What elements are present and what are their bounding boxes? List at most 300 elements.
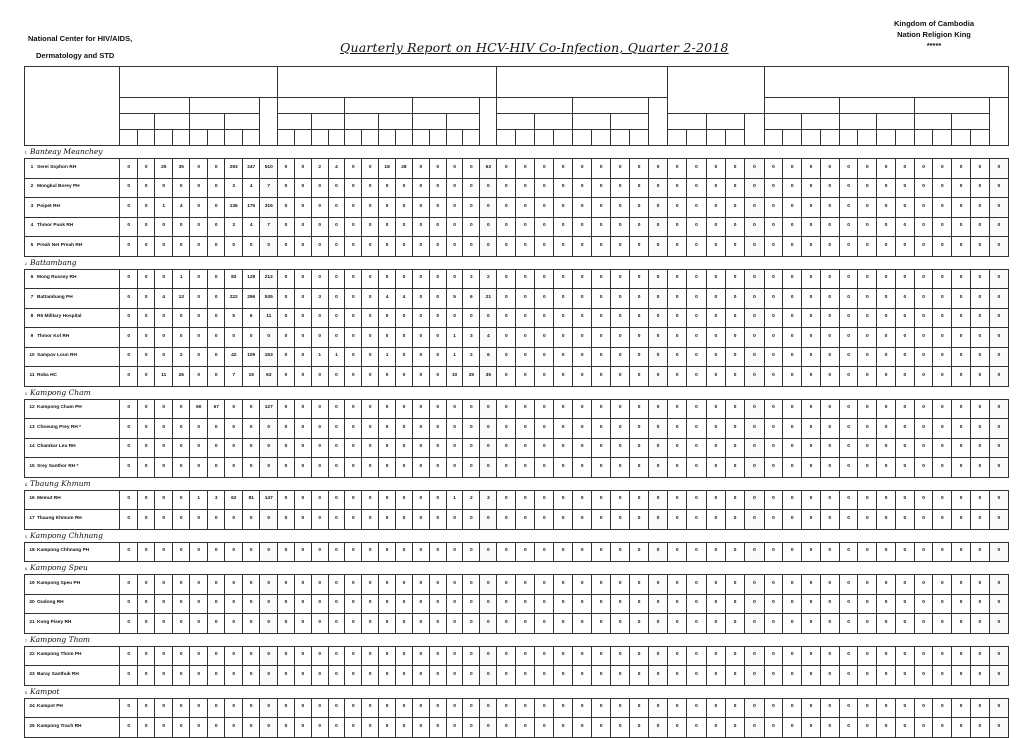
total-cell: 0 <box>480 419 497 439</box>
value-cell: 0 <box>592 237 611 257</box>
value-cell: 0 <box>190 575 208 595</box>
value-cell: 0 <box>446 159 463 179</box>
value-cell: 0 <box>155 510 173 530</box>
value-cell: 0 <box>328 399 345 419</box>
total-cell: 53 <box>480 159 497 179</box>
value-cell: 0 <box>725 490 744 510</box>
value-cell: 0 <box>706 347 725 367</box>
total-cell: 0 <box>989 347 1008 367</box>
total-cell: 0 <box>260 718 278 738</box>
value-cell: 0 <box>412 458 429 478</box>
value-cell: 0 <box>155 237 173 257</box>
site-number: 7 <box>30 294 34 300</box>
value-cell: 0 <box>971 269 990 289</box>
value-cell: 0 <box>207 458 225 478</box>
value-cell: 0 <box>971 308 990 328</box>
value-cell: 0 <box>858 614 877 634</box>
total-cell: 0 <box>745 159 764 179</box>
value-cell: 0 <box>497 217 516 237</box>
value-cell: 0 <box>895 308 914 328</box>
value-cell: 0 <box>207 419 225 439</box>
value-cell: 0 <box>225 666 243 686</box>
site-name: Kampong Chhnang PH <box>37 548 90 554</box>
value-cell: 0 <box>137 594 155 614</box>
value-cell: 0 <box>172 646 190 666</box>
value-cell: 0 <box>914 347 933 367</box>
value-cell: 0 <box>554 438 573 458</box>
value-cell: 0 <box>328 419 345 439</box>
value-cell: 0 <box>328 438 345 458</box>
total-cell: 0 <box>480 698 497 718</box>
value-cell: 0 <box>914 159 933 179</box>
value-cell: 0 <box>120 490 138 510</box>
total-cell: 6 <box>480 347 497 367</box>
value-cell: 0 <box>877 718 896 738</box>
value-cell: 0 <box>725 328 744 348</box>
province-number: 5 <box>24 533 28 539</box>
total-cell: 0 <box>989 510 1008 530</box>
value-cell: 0 <box>535 178 554 198</box>
value-cell: 0 <box>952 367 971 387</box>
value-cell: 0 <box>630 718 649 738</box>
value-cell: 0 <box>895 347 914 367</box>
site-number: 3 <box>30 203 34 209</box>
value-cell: 0 <box>877 419 896 439</box>
value-cell: 0 <box>278 269 295 289</box>
value-cell: 0 <box>379 458 396 478</box>
value-cell: 0 <box>554 614 573 634</box>
sex-age-header <box>207 130 225 146</box>
value-cell: 0 <box>497 367 516 387</box>
site-name: Tbaung Khmum RH <box>37 515 82 521</box>
value-cell: 0 <box>137 718 155 738</box>
value-cell: 0 <box>516 458 535 478</box>
value-cell: 0 <box>933 328 952 348</box>
total-cell: 0 <box>745 269 764 289</box>
value-cell: 0 <box>573 458 592 478</box>
value-cell: 0 <box>725 198 744 218</box>
sex-age-header <box>137 130 155 146</box>
site-number: 4 <box>30 223 34 229</box>
age-header <box>535 114 573 130</box>
value-cell: 0 <box>914 542 933 562</box>
value-cell: 0 <box>820 666 839 686</box>
value-cell: 0 <box>137 575 155 595</box>
value-cell: 0 <box>155 308 173 328</box>
table-row <box>25 510 1009 530</box>
value-cell: 0 <box>190 438 208 458</box>
age-header <box>877 114 915 130</box>
value-cell: 0 <box>294 542 311 562</box>
total-cell: 0 <box>649 237 668 257</box>
value-cell: 0 <box>362 419 379 439</box>
sex-age-header <box>802 130 821 146</box>
province-name <box>25 386 1009 399</box>
site-name: Chamkar Leu RH <box>37 444 76 450</box>
value-cell: 0 <box>535 575 554 595</box>
value-cell: 0 <box>345 510 362 530</box>
value-cell: 0 <box>573 178 592 198</box>
value-cell: 0 <box>155 614 173 634</box>
value-cell: 0 <box>933 458 952 478</box>
value-cell: 0 <box>429 308 446 328</box>
sex-age-header <box>155 130 173 146</box>
value-cell: 0 <box>311 419 328 439</box>
value-cell: 0 <box>429 289 446 309</box>
total-cell: 0 <box>260 542 278 562</box>
value-cell: 0 <box>497 718 516 738</box>
value-cell: 0 <box>706 575 725 595</box>
total-cell: 0 <box>649 367 668 387</box>
total-cell: 0 <box>745 614 764 634</box>
province-name <box>25 529 1009 542</box>
value-cell: 62 <box>225 490 243 510</box>
site-name-cell <box>25 542 120 562</box>
value-cell: 293 <box>225 159 243 179</box>
value-cell: 0 <box>952 614 971 634</box>
sex-age-header <box>225 130 243 146</box>
value-cell: 0 <box>858 438 877 458</box>
total-cell: 0 <box>480 575 497 595</box>
value-cell: 0 <box>362 698 379 718</box>
value-cell: 0 <box>429 237 446 257</box>
value-cell: 0 <box>396 575 413 595</box>
value-cell: 0 <box>362 594 379 614</box>
total-cell: 153 <box>260 347 278 367</box>
total-cell: 0 <box>649 614 668 634</box>
age-header <box>190 114 225 130</box>
value-cell: 0 <box>895 217 914 237</box>
total-cell: 0 <box>649 458 668 478</box>
value-cell: 0 <box>328 458 345 478</box>
value-cell: 0 <box>877 269 896 289</box>
value-cell: 5 <box>446 289 463 309</box>
subgroup-header <box>573 98 649 114</box>
value-cell: 0 <box>535 438 554 458</box>
value-cell: 0 <box>952 159 971 179</box>
value-cell: 0 <box>412 698 429 718</box>
value-cell: 0 <box>802 510 821 530</box>
value-cell: 0 <box>933 419 952 439</box>
value-cell: 0 <box>858 490 877 510</box>
value-cell: 0 <box>554 594 573 614</box>
value-cell: 0 <box>706 217 725 237</box>
value-cell: 0 <box>379 198 396 218</box>
value-cell: 0 <box>611 367 630 387</box>
value-cell: 0 <box>971 289 990 309</box>
value-cell: 0 <box>764 438 783 458</box>
province-row <box>25 633 1009 646</box>
table-row <box>25 614 1009 634</box>
value-cell: 0 <box>858 198 877 218</box>
value-cell: 0 <box>207 718 225 738</box>
value-cell: 0 <box>858 328 877 348</box>
value-cell: 0 <box>914 646 933 666</box>
total-cell: 0 <box>480 666 497 686</box>
value-cell: 0 <box>554 698 573 718</box>
value-cell: 0 <box>554 308 573 328</box>
value-cell: 0 <box>535 217 554 237</box>
site-name: Oudong RH <box>37 600 64 606</box>
value-cell: 0 <box>242 575 260 595</box>
value-cell: 2 <box>311 159 328 179</box>
value-cell: 0 <box>172 698 190 718</box>
value-cell: 0 <box>706 399 725 419</box>
value-cell: 0 <box>412 614 429 634</box>
value-cell: 0 <box>914 510 933 530</box>
value-cell: 0 <box>858 178 877 198</box>
value-cell: 0 <box>933 646 952 666</box>
value-cell: 0 <box>242 698 260 718</box>
value-cell: 0 <box>362 178 379 198</box>
value-cell: 0 <box>554 159 573 179</box>
value-cell: 0 <box>858 237 877 257</box>
value-cell: 0 <box>630 458 649 478</box>
value-cell: 0 <box>294 367 311 387</box>
value-cell: 0 <box>278 666 295 686</box>
total-cell: 0 <box>480 178 497 198</box>
value-cell: 0 <box>802 458 821 478</box>
value-cell: 0 <box>725 399 744 419</box>
value-cell: 0 <box>379 575 396 595</box>
value-cell: 0 <box>952 542 971 562</box>
value-cell: 0 <box>294 237 311 257</box>
value-cell: 0 <box>242 594 260 614</box>
table-row <box>25 646 1009 666</box>
total-cell: 0 <box>480 458 497 478</box>
value-cell: 0 <box>592 490 611 510</box>
value-cell: 0 <box>207 510 225 530</box>
table-row <box>25 367 1009 387</box>
value-cell: 0 <box>311 217 328 237</box>
value-cell: 0 <box>412 438 429 458</box>
value-cell: 0 <box>802 646 821 666</box>
value-cell: 0 <box>120 575 138 595</box>
table-row <box>25 289 1009 309</box>
value-cell: 0 <box>592 347 611 367</box>
value-cell: 0 <box>839 289 858 309</box>
value-cell: 0 <box>446 594 463 614</box>
value-cell: 0 <box>172 217 190 237</box>
site-number: 23 <box>29 671 35 677</box>
total-cell: 0 <box>649 269 668 289</box>
value-cell: 0 <box>535 718 554 738</box>
value-cell: 0 <box>877 198 896 218</box>
value-cell: 0 <box>630 594 649 614</box>
value-cell: 0 <box>592 419 611 439</box>
value-cell: 0 <box>516 178 535 198</box>
total-cell: 0 <box>745 666 764 686</box>
value-cell: 0 <box>820 594 839 614</box>
value-cell: 0 <box>497 458 516 478</box>
age-header <box>706 114 745 130</box>
value-cell: 0 <box>294 718 311 738</box>
value-cell: 0 <box>396 666 413 686</box>
value-cell: 0 <box>137 269 155 289</box>
value-cell: 0 <box>706 646 725 666</box>
site-number: 19 <box>29 580 35 586</box>
value-cell: 0 <box>396 594 413 614</box>
value-cell: 0 <box>952 490 971 510</box>
total-cell: 0 <box>745 237 764 257</box>
value-cell: 0 <box>764 718 783 738</box>
total-cell: 0 <box>480 308 497 328</box>
site-name-cell <box>25 614 120 634</box>
value-cell: 0 <box>429 614 446 634</box>
value-cell: 0 <box>554 458 573 478</box>
value-cell: 0 <box>155 646 173 666</box>
value-cell: 0 <box>429 159 446 179</box>
total-cell: 0 <box>480 718 497 738</box>
value-cell: 0 <box>783 698 802 718</box>
total-cell: 0 <box>745 646 764 666</box>
value-cell: 0 <box>242 542 260 562</box>
value-cell: 0 <box>278 490 295 510</box>
total-cell: 0 <box>989 269 1008 289</box>
value-cell: 0 <box>914 666 933 686</box>
value-cell: 0 <box>895 328 914 348</box>
value-cell: 0 <box>137 308 155 328</box>
value-cell: 0 <box>172 575 190 595</box>
value-cell: 0 <box>764 159 783 179</box>
total-cell: 0 <box>649 159 668 179</box>
value-cell: 0 <box>379 217 396 237</box>
sex-age-header <box>611 130 630 146</box>
value-cell: 0 <box>311 646 328 666</box>
total-cell: 212 <box>260 269 278 289</box>
value-cell: 0 <box>933 237 952 257</box>
value-cell: 0 <box>172 458 190 478</box>
value-cell: 0 <box>535 510 554 530</box>
site-name: Thmor Puok RH <box>37 223 74 229</box>
age-header <box>914 114 952 130</box>
value-cell: 0 <box>725 698 744 718</box>
value-cell: 0 <box>895 575 914 595</box>
value-cell: 0 <box>311 718 328 738</box>
value-cell: 0 <box>592 269 611 289</box>
value-cell: 0 <box>207 575 225 595</box>
value-cell: 0 <box>120 698 138 718</box>
value-cell: 0 <box>535 594 554 614</box>
site-number: 17 <box>29 515 35 521</box>
value-cell: 0 <box>573 575 592 595</box>
value-cell: 0 <box>429 458 446 478</box>
value-cell: 0 <box>668 698 687 718</box>
total-cell: 0 <box>260 614 278 634</box>
value-cell: 0 <box>278 419 295 439</box>
value-cell: 0 <box>412 237 429 257</box>
value-cell: 0 <box>764 237 783 257</box>
value-cell: 0 <box>120 542 138 562</box>
sex-age-header <box>242 130 260 146</box>
value-cell: 0 <box>933 198 952 218</box>
value-cell: 0 <box>668 490 687 510</box>
value-cell: 0 <box>362 328 379 348</box>
value-cell: 0 <box>362 646 379 666</box>
value-cell: 0 <box>225 594 243 614</box>
value-cell: 0 <box>802 542 821 562</box>
value-cell: 0 <box>933 269 952 289</box>
sex-age-header <box>668 130 687 146</box>
value-cell: 0 <box>412 269 429 289</box>
value-cell: 0 <box>820 542 839 562</box>
value-cell: 0 <box>120 718 138 738</box>
sex-age-header <box>839 130 858 146</box>
value-cell: 0 <box>820 308 839 328</box>
value-cell: 0 <box>345 217 362 237</box>
province-name <box>25 477 1009 490</box>
value-cell: 0 <box>668 542 687 562</box>
value-cell: 0 <box>764 289 783 309</box>
value-cell: 0 <box>396 269 413 289</box>
value-cell: 0 <box>858 269 877 289</box>
value-cell: 0 <box>137 698 155 718</box>
value-cell: 81 <box>242 490 260 510</box>
sex-age-header <box>952 130 971 146</box>
value-cell: 0 <box>630 198 649 218</box>
value-cell: 0 <box>328 646 345 666</box>
province-number: 8 <box>24 689 28 695</box>
value-cell: 3 <box>311 289 328 309</box>
value-cell: 0 <box>687 614 706 634</box>
value-cell: 67 <box>207 399 225 419</box>
total-cell: 0 <box>649 399 668 419</box>
value-cell: 3 <box>463 328 480 348</box>
value-cell: 109 <box>242 347 260 367</box>
sex-age-header <box>914 130 933 146</box>
value-cell: 0 <box>764 178 783 198</box>
value-cell: 0 <box>429 347 446 367</box>
value-cell: 0 <box>535 419 554 439</box>
value-cell: 0 <box>225 237 243 257</box>
total-cell: 535 <box>260 289 278 309</box>
value-cell: 0 <box>120 614 138 634</box>
value-cell: 0 <box>207 237 225 257</box>
value-cell: 0 <box>362 217 379 237</box>
value-cell: 0 <box>802 237 821 257</box>
value-cell: 0 <box>630 347 649 367</box>
value-cell: 0 <box>895 367 914 387</box>
value-cell: 0 <box>914 698 933 718</box>
value-cell: 0 <box>858 217 877 237</box>
value-cell: 0 <box>895 510 914 530</box>
province-number: 3 <box>24 390 28 396</box>
value-cell: 0 <box>554 490 573 510</box>
value-cell: 0 <box>446 542 463 562</box>
value-cell: 0 <box>429 575 446 595</box>
value-cell: 0 <box>463 159 480 179</box>
value-cell: 0 <box>725 646 744 666</box>
value-cell: 0 <box>952 646 971 666</box>
value-cell: 0 <box>706 542 725 562</box>
value-cell: 0 <box>687 237 706 257</box>
value-cell: 0 <box>535 490 554 510</box>
value-cell: 0 <box>412 367 429 387</box>
value-cell: 0 <box>516 575 535 595</box>
value-cell: 0 <box>207 594 225 614</box>
value-cell: 0 <box>429 698 446 718</box>
value-cell: 0 <box>294 510 311 530</box>
value-cell: 0 <box>172 718 190 738</box>
value-cell: 0 <box>429 594 446 614</box>
value-cell: 0 <box>120 269 138 289</box>
value-cell: 0 <box>952 237 971 257</box>
value-cell: 0 <box>225 614 243 634</box>
value-cell: 0 <box>839 328 858 348</box>
value-cell: 0 <box>120 510 138 530</box>
subgroup-header <box>120 98 190 114</box>
province-label: Kampot <box>30 686 60 696</box>
